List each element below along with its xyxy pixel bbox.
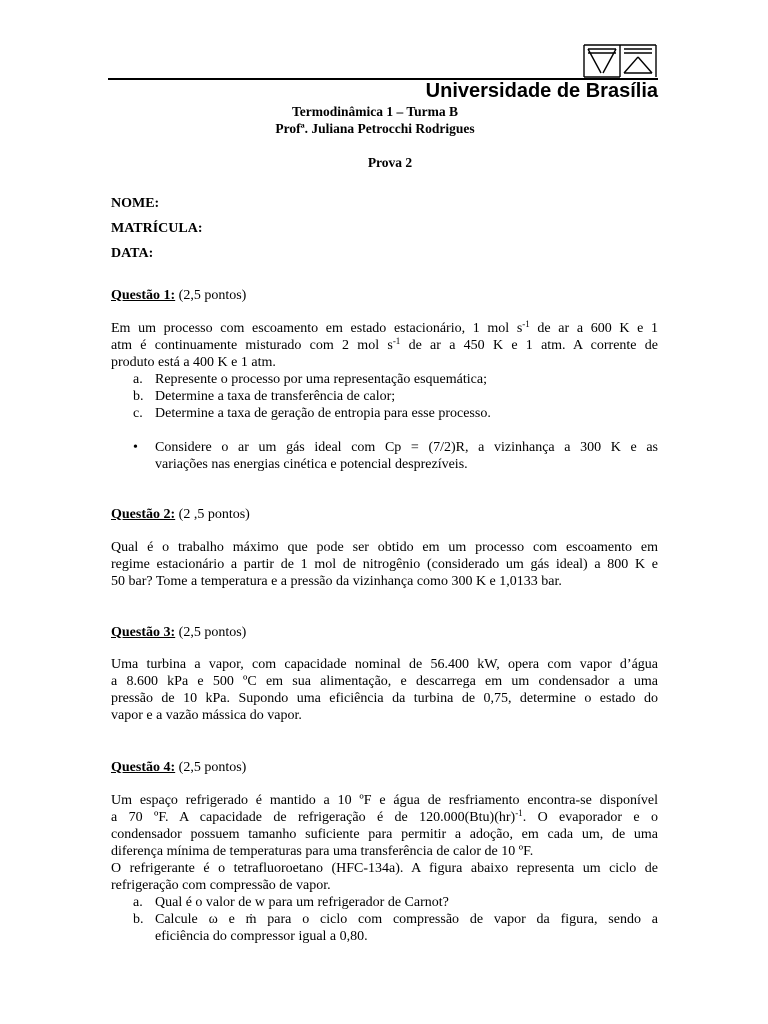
text-line: produto está a 400 K e 1 atm. [111, 355, 276, 370]
list-item: a. Qual é o valor de w para um refrigerador de Carnot? [133, 895, 449, 910]
university-logo [583, 43, 657, 79]
text-line: Qual é o trabalho máximo que pode ser obtido em um processo com escoamento em [111, 540, 658, 555]
text-line: vapor e a vazão mássica do vapor. [111, 708, 302, 723]
question-label: Questão 3: [111, 625, 176, 640]
list-item: b. Calcule ω e ṁ para o ciclo com compressão de vapor da figura, sendo a eficiência do compressor igual a 0,80. [133, 912, 658, 944]
question-1-items [111, 371, 658, 422]
question-3-text [111, 656, 658, 724]
name-field-label: NOME: [111, 196, 160, 211]
text-line: condensador possuem tamanho suficiente para permitir a adoção, em cada um, de uma [111, 827, 658, 842]
question-3-heading [111, 625, 246, 641]
text-line: Um espaço refrigerado é mantido a 10 ºF e água de resfriamento encontra-se disponível [111, 793, 658, 808]
text-line: 50 bar? Tome a temperatura e a pressão da vizinhança como 300 K e 1,0133 bar. [111, 574, 562, 589]
question-4-text [111, 792, 658, 894]
question-points: (2,5 pontos) [175, 760, 247, 775]
course-title: Termodinâmica 1 – Turma B [291, 104, 459, 119]
text-line: variações nas energias cinética e potencial desprezíveis. [155, 457, 468, 472]
list-item: c. Determine a taxa de geração de entropia para esse processo. [133, 406, 491, 421]
question-1-note [111, 439, 658, 473]
text-line: a 70 ºF. A capacidade de refrigeração é de 120.000(Btu)(hr)$^{-1}$. O evaporador e o [111, 808, 659, 825]
question-1-heading [111, 288, 246, 304]
list-item: a. Represente o processo por uma representação esquemática; [133, 372, 487, 387]
bullet-mark: • [133, 440, 138, 455]
text-line: atm é continuamente misturado com 2 mol $s^{-1}$ de ar a 450 K e 1 atm. A corrente de [111, 336, 658, 353]
text-line: Em um processo com escoamento em estado estacionário, 1 mol $s^{-1}$ de ar a 600 K e 1 [111, 319, 658, 336]
question-points: (2 ,5 pontos) [175, 507, 250, 522]
exam-title: Prova 2 [367, 155, 413, 170]
question-points: (2,5 pontos) [175, 625, 247, 640]
question-2-text [111, 539, 658, 590]
question-label: Questão 4: [111, 760, 176, 775]
question-label: Questão 2: [111, 507, 176, 522]
text-line: Uma turbina a vapor, com capacidade nominal de 56.400 kW, opera com vapor d’água [111, 657, 658, 672]
text-line: refrigeração com compressão de vapor. [111, 878, 331, 893]
list-item: b. Determine a taxa de transferência de calor; [133, 389, 396, 404]
question-points: (2,5 pontos) [175, 288, 247, 303]
professor-name: Profª. Juliana Petrocchi Rodrigues [275, 121, 475, 136]
question-4-items [111, 894, 658, 945]
registration-field-label: MATRÍCULA: [111, 221, 203, 236]
text-line: pressão de 10 kPa. Supondo uma eficiência da turbina de 0,75, determine o estado do [111, 691, 658, 706]
question-label: Questão 1: [111, 288, 176, 303]
text-line: O refrigerante é o tetrafluoroetano (HFC-134a). A figura abaixo representa um ciclo de [111, 861, 658, 876]
university-name: Universidade de Brasília [425, 80, 658, 102]
date-field-label: DATA: [111, 246, 154, 261]
text-line: a 8.600 kPa e 500 ºC em sua alimentação, e descarrega em um condensador a uma [111, 674, 658, 689]
text-line: regime estacionário a partir de 1 mol de nitrogênio (considerado um gás ideal) a 800 K e [111, 557, 658, 572]
text-line: Considere o ar um gás ideal com Cp = (7/2)R, a vizinhança a 300 K e as [155, 440, 658, 455]
question-1-text [111, 320, 658, 371]
question-2-heading [111, 507, 250, 523]
question-4-heading [111, 760, 246, 776]
text-line: diferença mínima de temperaturas para uma transferência de calor de 10 ºF. [111, 844, 534, 859]
